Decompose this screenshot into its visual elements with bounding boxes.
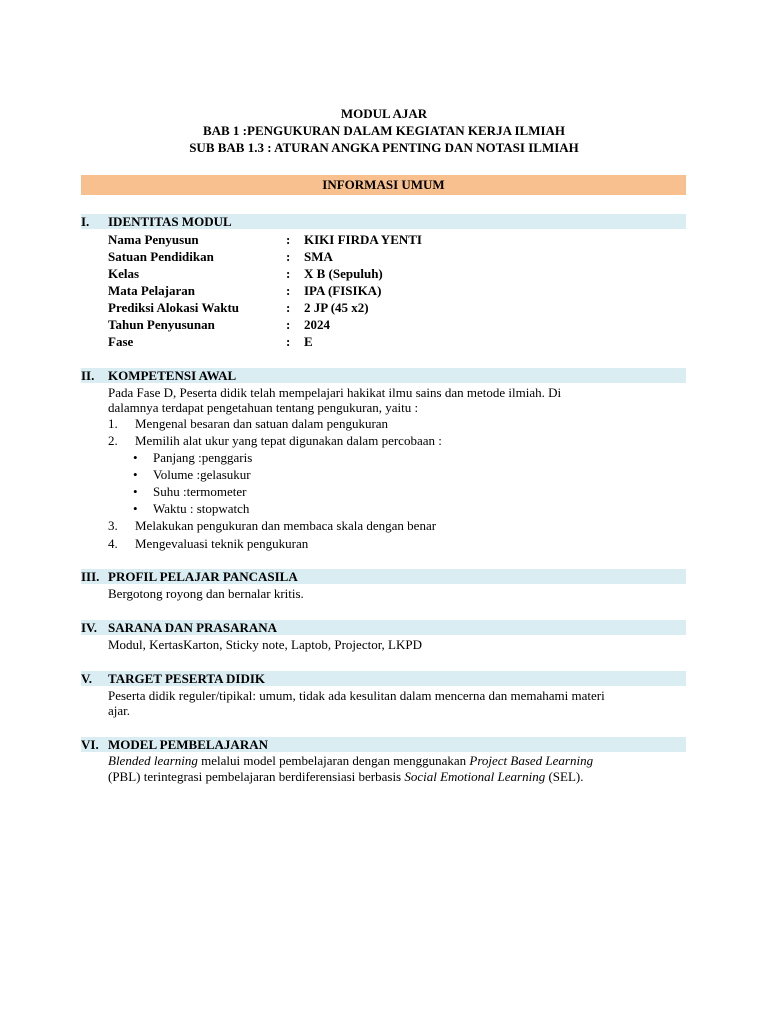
identity-key: Nama Penyusun <box>108 232 199 247</box>
identity-value: SMA <box>304 249 333 264</box>
identity-key: Satuan Pendidikan <box>108 249 214 264</box>
list-text: Memilih alat ukur yang tepat digunakan dalam percobaan : <box>135 433 442 448</box>
list-text: Melakukan pengukuran dan membaca skala dengan benar <box>135 518 437 533</box>
model-text-span: melalui model pembelajaran dengan menggunakan <box>197 753 470 768</box>
bullet-icon: • <box>133 501 138 516</box>
section-number-identitas: I. <box>81 214 90 229</box>
profil-text: Bergotong royong dan bernalar kritis. <box>108 586 304 601</box>
informasi-umum-bar: INFORMASI UMUM <box>81 175 686 195</box>
model-text-end: (SEL). <box>545 769 584 784</box>
target-text-line1: Peserta didik reguler/tipikal: umum, tidak ada kesulitan dalam mencerna dan memahami materi <box>108 688 605 703</box>
list-number: 2. <box>108 433 118 448</box>
identity-key: Prediksi Alokasi Waktu <box>108 300 240 315</box>
sarana-text: Modul, KertasKarton, Sticky note, Laptob, Projector, LKPD <box>108 637 422 652</box>
model-text-line1 <box>108 753 688 769</box>
section-title-kompetensi: KOMPETENSI AWAL <box>108 368 237 383</box>
document-title: MODUL AJAR <box>340 106 428 121</box>
chapter-title: BAB 1 :PENGUKURAN DALAM KEGIATAN KERJA ILMIAH <box>202 123 566 138</box>
section-number-sarana: IV. <box>81 620 98 635</box>
identity-value: IPA (FISIKA) <box>304 283 382 298</box>
bullet-text: Volume :gelasukur <box>153 467 251 482</box>
identity-value: KIKI FIRDA YENTI <box>304 232 422 247</box>
subchapter-title: SUB BAB 1.3 : ATURAN ANGKA PENTING DAN NOTASI ILMIAH <box>189 140 579 155</box>
section-number-target: V. <box>81 671 92 686</box>
identity-key: Kelas <box>108 266 140 281</box>
bullet-text: Panjang :penggaris <box>153 450 253 465</box>
list-number: 3. <box>108 518 118 533</box>
identity-colon: : <box>286 249 291 264</box>
bullet-text: Suhu :termometer <box>153 484 247 499</box>
section-title-profil: PROFIL PELAJAR PANCASILA <box>108 569 298 584</box>
bullet-icon: • <box>133 484 138 499</box>
list-text: Mengevaluasi teknik pengukuran <box>135 536 309 551</box>
bullet-icon: • <box>133 450 138 465</box>
bullet-icon: • <box>133 467 138 482</box>
identity-key: Fase <box>108 334 134 349</box>
identity-value: 2 JP (45 x2) <box>304 300 369 315</box>
identity-colon: : <box>286 300 291 315</box>
list-number: 1. <box>108 416 118 431</box>
section-title-model: MODEL PEMBELAJARAN <box>108 737 268 752</box>
identity-value: 2024 <box>304 317 330 332</box>
identity-colon: : <box>286 317 291 332</box>
kompetensi-intro-line2: dalamnya terdapat pengetahuan tentang pengukuran, yaitu : <box>108 400 419 415</box>
model-text-span: (PBL) terintegrasi pembelajaran berdiferensiasi berbasis <box>108 769 405 784</box>
target-text-line2: ajar. <box>108 703 131 718</box>
model-italic-pbl: Project Based Learning <box>469 753 594 768</box>
section-title-identitas: IDENTITAS MODUL <box>108 214 232 229</box>
section-title-sarana: SARANA DAN PRASARANA <box>108 620 278 635</box>
identity-colon: : <box>286 266 291 281</box>
model-italic-blended: Blended learning <box>108 753 198 768</box>
identity-colon: : <box>286 232 291 247</box>
identity-colon: : <box>286 283 291 298</box>
section-number-profil: III. <box>81 569 100 584</box>
identity-value: X B (Sepuluh) <box>304 266 383 281</box>
kompetensi-intro-line1: Pada Fase D, Peserta didik telah mempelajari hakikat ilmu sains dan metode ilmiah. Di <box>108 385 562 400</box>
section-number-model: VI. <box>81 737 99 752</box>
model-text-line2 <box>108 769 688 785</box>
identity-colon: : <box>286 334 291 349</box>
list-number: 4. <box>108 536 118 551</box>
model-italic-sel: Social Emotional Learning <box>404 769 546 784</box>
identity-value: E <box>304 334 313 349</box>
identity-key: Tahun Penyusunan <box>108 317 215 332</box>
identity-key: Mata Pelajaran <box>108 283 196 298</box>
section-number-kompetensi: II. <box>81 368 95 383</box>
bullet-text: Waktu : stopwatch <box>153 501 250 516</box>
section-title-target: TARGET PESERTA DIDIK <box>108 671 266 686</box>
list-text: Mengenal besaran dan satuan dalam pengukuran <box>135 416 389 431</box>
